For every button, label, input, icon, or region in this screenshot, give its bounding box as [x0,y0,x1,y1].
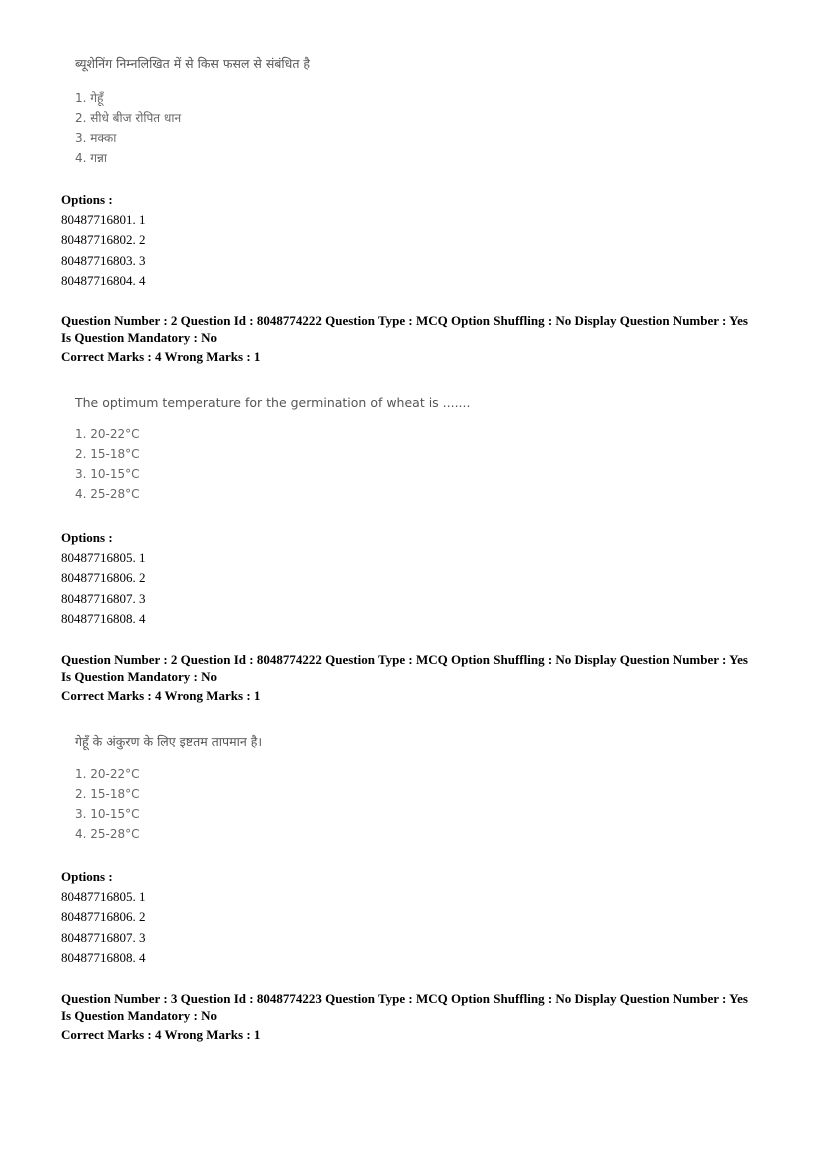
question-image-3 [75,733,262,844]
option-line: 80487716807. 3 [61,929,146,945]
meta-line: Correct Marks : 4 Wrong Marks : 1 [61,349,261,364]
question-image-1 [75,55,310,168]
choice-item: 2. 15-18°C [75,447,140,461]
meta-line: Question Number : 2 Question Id : 8048774222 Question Type : MCQ Option Shuffling : No Display Question Number : Yes [61,313,748,328]
meta-line: Question Number : 2 Question Id : 8048774222 Question Type : MCQ Option Shuffling : No Display Question Number : Yes [61,652,748,667]
option-line: 80487716808. 4 [61,949,146,965]
options-block-3 [61,867,146,968]
options-block-1 [61,190,146,291]
meta-line: Is Question Mandatory : No [61,1008,218,1023]
choice-list [75,424,470,504]
choice-item: 1. 20-22°C [75,767,140,781]
choice-item: 3. मक्का [75,131,117,145]
option-line: 80487716807. 3 [61,590,146,606]
choice-item: 4. 25-28°C [75,487,140,501]
choice-item: 1. गेहूँ [75,91,104,105]
option-line: 80487716806. 2 [61,570,146,586]
options-label: Options : [61,530,113,545]
question-meta-2 [61,312,748,365]
choice-item: 4. 25-28°C [75,827,140,841]
option-line: 80487716801. 1 [61,212,146,227]
question-image-2 [75,395,470,504]
options-label: Options : [61,869,113,884]
choice-item: 2. सीधे बीज रोपित धान [75,111,182,125]
choice-item: 1. 20-22°C [75,427,140,441]
question-text: The optimum temperature for the germination of wheat is ....... [75,395,471,410]
choice-item: 3. 10-15°C [75,807,140,821]
meta-line: Is Question Mandatory : No [61,330,218,345]
question-text: गेहूँ के अंकुरण के लिए इष्टतम तापमान है। [75,734,263,749]
options-block-2 [61,528,146,629]
choice-list [75,88,310,168]
meta-line: Correct Marks : 4 Wrong Marks : 1 [61,688,261,703]
question-meta-3 [61,651,748,704]
option-line: 80487716808. 4 [61,610,146,626]
choice-list [75,764,262,844]
option-line: 80487716804. 4 [61,272,146,288]
option-line: 80487716805. 1 [61,550,146,565]
meta-line: Is Question Mandatory : No [61,669,218,684]
option-line: 80487716802. 2 [61,232,146,248]
options-label: Options : [61,192,113,207]
option-line: 80487716806. 2 [61,909,146,925]
choice-item: 2. 15-18°C [75,787,140,801]
meta-line: Correct Marks : 4 Wrong Marks : 1 [61,1027,261,1042]
option-line: 80487716805. 1 [61,889,146,904]
option-line: 80487716803. 3 [61,252,146,268]
meta-line: Question Number : 3 Question Id : 8048774223 Question Type : MCQ Option Shuffling : No Display Question Number : Yes [61,991,748,1006]
choice-item: 3. 10-15°C [75,467,140,481]
choice-item: 4. गन्ना [75,151,107,165]
question-meta-4 [61,990,748,1043]
question-text: ब्यूशेनिंग निम्नलिखित में से किस फसल से संबंधित है [75,56,311,71]
